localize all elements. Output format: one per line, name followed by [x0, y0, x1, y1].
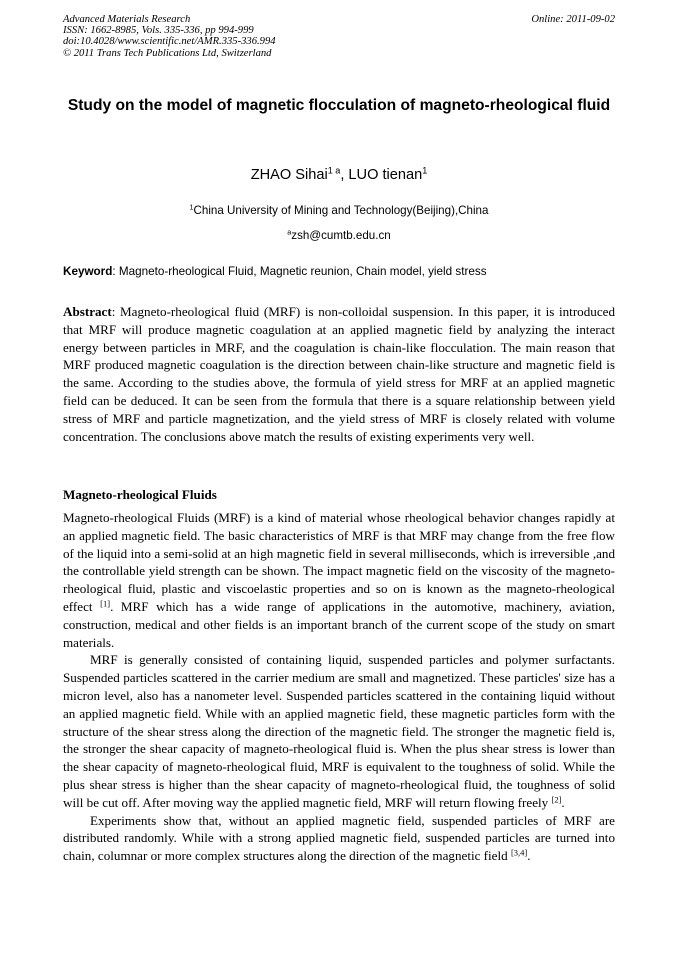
- author-name: ZHAO Sihai: [250, 167, 328, 183]
- paragraph-text: .: [561, 794, 565, 810]
- citation: [3,4]: [510, 847, 528, 858]
- paragraph-text: Magneto-rheological Fluids (MRF) is a kind of material whose rheological behavior changes rapidly at an applied magnetic field. The basic characteristics of MRF is that MRF may change from the free flow of the liquid into a semi-solid at an high magnetic field in several milliseconds, which is irreversible ,and the controllable yield strength can be shown. The impact magnetic field on the viscosity of the magneto-rheological fluid, plastic and viscoelastic properties and so on is known as the magneto-rheological effect: [63, 510, 615, 614]
- paragraph-text: . MRF which has a wide range of applications in the automotive, machinery, aviation, construction, medical and other fields is an important branch of the current scope of the study on smart materials.: [63, 598, 615, 650]
- abstract-label: Abstract: [63, 304, 112, 319]
- copyright-line: © 2011 Trans Tech Publications Ltd, Switzerland: [63, 47, 272, 59]
- citation: [1]: [100, 598, 111, 609]
- abstract: [63, 303, 615, 445]
- contact-email: [63, 228, 615, 243]
- paragraph: [63, 651, 615, 811]
- doi-line: doi:10.4028/www.scientific.net/AMR.335-336.994: [63, 36, 276, 48]
- citation: [2]: [551, 794, 562, 805]
- paragraph-text: Experiments show that, without an applied magnetic field, suspended particles of MRF are distributed randomly. While with a strong applied magnetic field, suspended particles are turned into chain, columnar or more complex structures along the direction of the magnetic field: [63, 812, 615, 864]
- abstract-text: : Magneto-rheological fluid (MRF) is non-colloidal suspension. In this paper, it is introduced that MRF will produce magnetic coagulation at an applied magnetic field by analyzing the interact energy between particles in MRF, and the coagulation is chain-like flocculation. The main reason that MRF produced magnetic coagulation is the direction between chain-like structure and magnetic field is the same. According to the studies above, the formula of yield stress for MRF at an applied magnetic field can be deduced. It can be seen from the formula that there is a square relationship between yield stress of MRF and particle magnetization, and the yield stress of MRF is closely related with volume concentration. The conclusions above match the results of existing experiments very well.: [63, 304, 615, 444]
- section-body: [63, 509, 615, 865]
- author-affiliation-mark: 1 a: [327, 165, 341, 176]
- email-text: zsh@cumtb.edu.cn: [291, 229, 391, 242]
- author-separator: ,: [340, 167, 349, 183]
- author-affiliation-mark: 1: [422, 165, 428, 176]
- email-mark: a: [287, 227, 292, 237]
- author-line: [63, 165, 615, 185]
- affiliation: [63, 203, 615, 218]
- paper-title: Study on the model of magnetic flocculation of magneto-rheological fluid: [67, 97, 611, 114]
- paragraph: [63, 812, 615, 865]
- keywords: [63, 264, 615, 279]
- journal-header: [63, 14, 615, 59]
- paragraph-text: .: [527, 848, 531, 864]
- keyword-text: : Magneto-rheological Fluid, Magnetic reunion, Chain model, yield stress: [112, 265, 487, 278]
- section-heading: Magneto-rheological Fluids: [63, 487, 217, 502]
- affiliation-mark: 1: [189, 202, 194, 212]
- journal-name: Advanced Materials Research: [63, 14, 191, 25]
- author-name: LUO tienan: [348, 167, 423, 183]
- paragraph: [63, 509, 615, 651]
- issn-line: ISSN: 1662-8985, Vols. 335-336, pp 994-999: [63, 25, 254, 37]
- keyword-label: Keyword: [63, 265, 113, 278]
- online-date: Online: 2011-09-02: [531, 14, 615, 25]
- paragraph-text: MRF is generally consisted of containing liquid, suspended particles and polymer surfactants. Suspended particles scattered in the carrier medium are small and magnetized. These particles' size has a micron level, also has a nanometer level. Suspended particles scattered in the containing liquid without an applied magnetic field. While with an applied magnetic field, these magnetic particles form with the structure of the shear stress along the direction of the magnetic field. The stronger the magnetic field is, the stronger the shear capacity of magneto-rheological fluid is. When the plus shear stress is lower than the shear capacity of magneto-rheological fluid, MRF is equivalent to the toughness of solid. While the plus shear stress is higher than the shear capacity of magneto-rheological fluid, the toughness of solid will be cut off. After moving way the applied magnetic field, MRF will return flowing freely: [63, 652, 615, 810]
- affiliation-text: China University of Mining and Technology(Beijing),China: [193, 204, 489, 217]
